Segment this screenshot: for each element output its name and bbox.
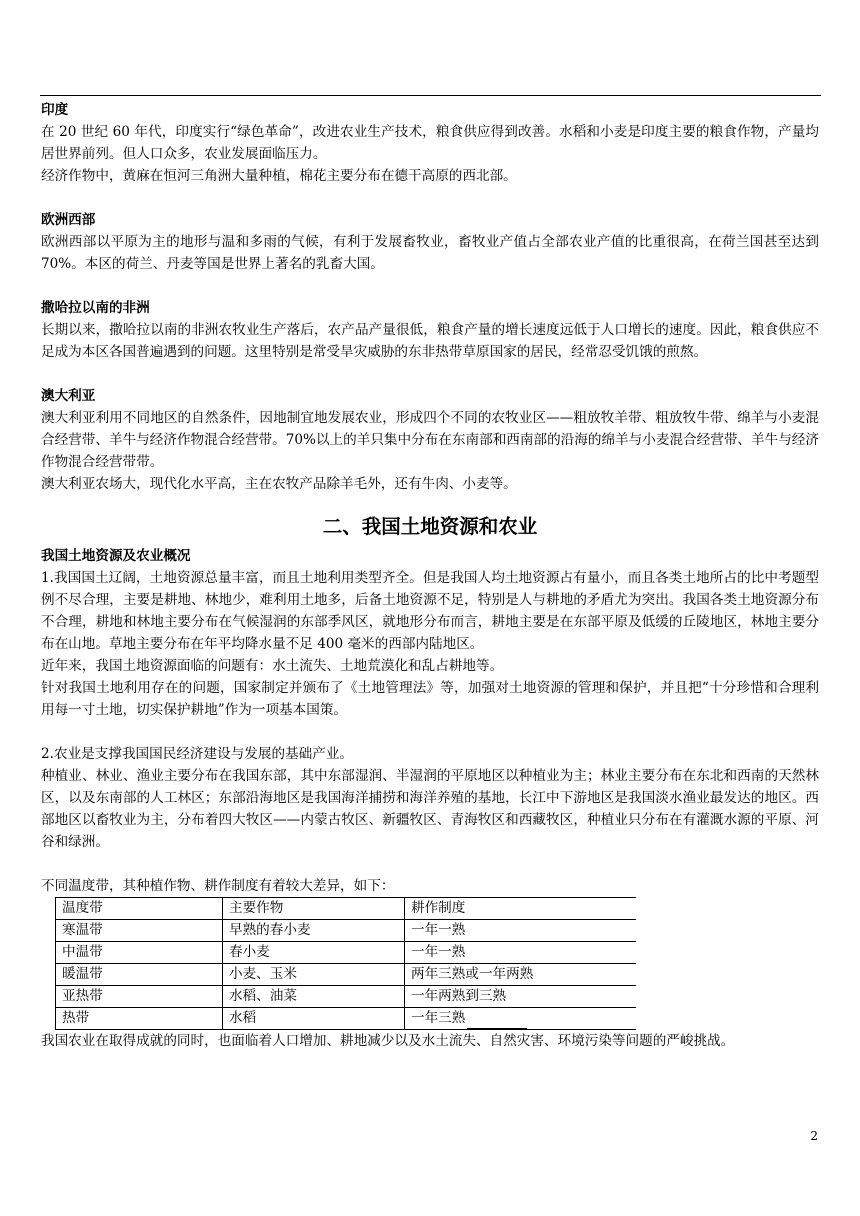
table-cell bbox=[405, 1008, 637, 1030]
table-cell: 水稻、油菜 bbox=[223, 986, 405, 1008]
paragraph: 针对我国土地利用存在的问题，国家制定并颁布了《土地管理法》等，加强对土地资源的管理和保护，并且把“十分珍惜和合理利用每一寸土地，切实保护耕地”作为一项基本国策。 bbox=[41, 680, 819, 718]
section-heading-australia: 澳大利亚 bbox=[41, 388, 96, 404]
table-row bbox=[56, 964, 637, 986]
table-row bbox=[56, 986, 637, 1008]
table-cell: 一年一熟 bbox=[405, 942, 637, 964]
table-row bbox=[56, 942, 637, 964]
table-header-row bbox=[56, 898, 637, 920]
table-cell: 早熟的春小麦 bbox=[223, 920, 405, 942]
paragraph: 近年来，我国土地资源面临的问题有：水土流失、土地荒漠化和乱占耕地等。 bbox=[41, 658, 504, 674]
table-cell: 寒温带 bbox=[56, 920, 223, 942]
table-cell: 暖温带 bbox=[56, 964, 223, 986]
paragraph: 经济作物中，黄麻在恒河三角洲大量种植，棉花主要分布在德干高原的西北部。 bbox=[41, 168, 517, 184]
table-cell: 春小麦 bbox=[223, 942, 405, 964]
table-header-cell: 耕作制度 bbox=[405, 898, 637, 920]
table-cell: 两年三熟或一年两熟 bbox=[405, 964, 637, 986]
closing-paragraph: 我国农业在取得成就的同时，也面临着人口增加、耕地减少以及水土流失、自然灾害、环境污染等问题的严峻挑战。 bbox=[41, 1033, 735, 1049]
table-row bbox=[56, 1008, 637, 1030]
table-intro: 不同温度带，其种植作物、耕作制度有着较大差异，如下： bbox=[41, 878, 395, 894]
table-cell: 水稻 bbox=[223, 1008, 405, 1030]
paragraph: 澳大利亚农场大，现代化水平高，主在农牧产品除羊毛外，还有牛肉、小麦等。 bbox=[41, 476, 517, 492]
paragraph: 长期以来，撒哈拉以南的非洲农牧业生产落后，农产品产量很低，粮食产量的增长速度远低于人口增长的速度。因此，粮食供应不足成为本区各国普遍遇到的问题。这里特别是常受旱灾威胁的东非热带草原国家的居民，经常忍受饥饿的煎熬。 bbox=[41, 322, 819, 360]
section-heading-india: 印度 bbox=[41, 102, 69, 118]
table-cell-text: 一年三熟 bbox=[411, 1010, 466, 1026]
table-cell: 亚热带 bbox=[56, 986, 223, 1008]
header-rule bbox=[40, 95, 821, 96]
section-heading-west-europe: 欧洲西部 bbox=[41, 212, 96, 228]
table-row bbox=[56, 920, 637, 942]
table-cell: 小麦、玉米 bbox=[223, 964, 405, 986]
paragraph: 在 20 世纪 60 年代，印度实行“绿色革命”，改进农业生产技术，粮食供应得到改善。水稻和小麦是印度主要的粮食作物，产量均居世界前列。但人口众多，农业发展面临压力。 bbox=[41, 124, 819, 162]
table-cell: 一年两熟到三熟 bbox=[405, 986, 637, 1008]
section-heading-china-land: 我国土地资源及农业概况 bbox=[41, 548, 191, 564]
table-header-cell: 温度带 bbox=[56, 898, 223, 920]
table-header-cell: 主要作物 bbox=[223, 898, 405, 920]
paragraph: 种植业、林业、渔业主要分布在我国东部，其中东部湿润、半湿润的平原地区以种植业为主；林业主要分布在东北和西南的天然林区，以及东南部的人工林区；东部沿海地区是我国海洋捕捞和海洋养殖的基地，长江中下游地区是我国淡水渔业最发达的地区。西部地区以畜牧业为主，分布着四大牧区——内蒙古牧区、新疆牧区、青海牧区和西藏牧区，种植业只分布在有灌溉水源的平原、河谷和绿洲。 bbox=[41, 768, 819, 850]
section-heading-sub-saharan-africa: 撒哈拉以南的非洲 bbox=[41, 300, 150, 316]
temperature-zone-table bbox=[55, 897, 636, 1030]
table-cell: 中温带 bbox=[56, 942, 223, 964]
page-number: 2 bbox=[810, 1129, 818, 1143]
paragraph: 1.我国国土辽阔，土地资源总量丰富，而且土地利用类型齐全。但是我国人均土地资源占有量小，而且各类土地所占的比中考题型 例不尽合理，主要是耕地、林地少，难利用土地多，后备土地资源不足，特别是人与耕地的矛盾尤为突出。我国各类土地资源分布不合理，耕地和林地主要分布在气候湿润的东部季风区，就地形分布而言，耕地主要是在东部平原及低缓的丘陵地区，林地主要分布在山地。草地主要分布在年平均降水量不足 400 毫米的西部内陆地区。 bbox=[41, 570, 819, 652]
page-content bbox=[41, 99, 819, 1052]
table-cell: 热带 bbox=[56, 1008, 223, 1030]
blank-underline bbox=[467, 1014, 527, 1029]
chapter-title: 二、我国土地资源和农业 bbox=[322, 515, 538, 538]
paragraph: 欧洲西部以平原为主的地形与温和多雨的气候，有利于发展畜牧业，畜牧业产值占全部农业产值的比重很高，在荷兰国甚至达到 70%。本区的荷兰、丹麦等国是世界上著名的乳畜大国。 bbox=[41, 234, 819, 272]
paragraph: 2.农业是支撑我国国民经济建设与发展的基础产业。 bbox=[41, 746, 354, 762]
table-cell: 一年一熟 bbox=[405, 920, 637, 942]
paragraph: 澳大利亚利用不同地区的自然条件，因地制宜地发展农业，形成四个不同的农牧业区——粗放牧羊带、粗放牧牛带、绵羊与小麦混合经营带、羊牛与经济作物混合经营带。70%以上的羊只集中分布在东南部和西南部的沿海的绵羊与小麦混合经营带、羊牛与经济作物混合经营带带。 bbox=[41, 410, 819, 470]
